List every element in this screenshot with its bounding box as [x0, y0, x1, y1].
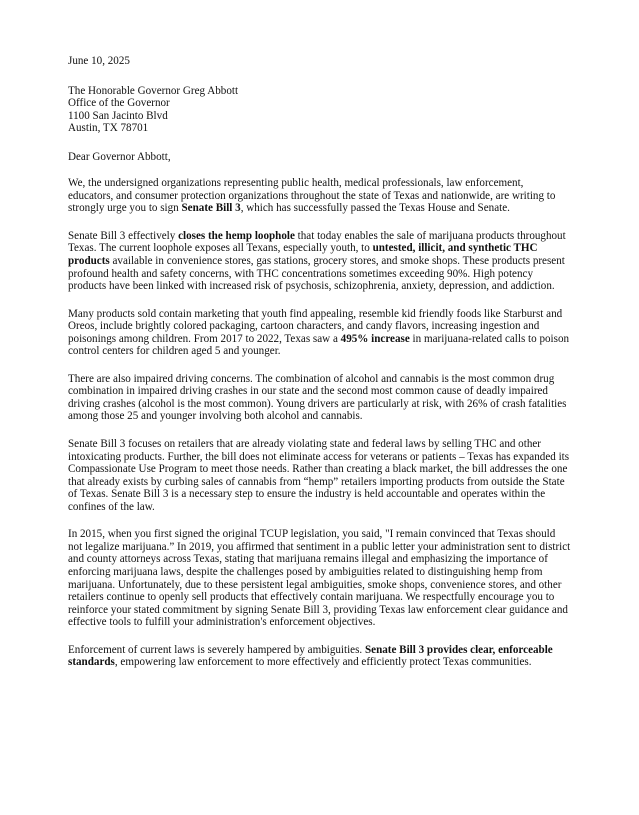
bold-text: 495% increase: [340, 332, 410, 345]
bold-text: Senate Bill 3: [181, 202, 241, 215]
text-run: In 2015, when you first signed the original TCUP legislation, you said, "I remain convinced that Texas should not legalize marijuana.” In 2019, you affirmed that sentiment in a public letter your administration sent to district and county attorneys across Texas, stating that marijuana remains illegal and emphasizing the importance of enforcing marijuana laws, despite the challenges posed by ambiguities related to distinguishing hemp from marijuana. Unfortunately, due to these persistent legal ambiguities, smoke shops, convenience stores, and other retailers continue to openly sell products that effectively contain marijuana. We respectfully encourage you to reinforce your stated commitment by signing Senate Bill 3, providing Texas law enforcement clear guidance and effective tools to fulfill your administration's enforcement objectives.: [68, 528, 571, 629]
address-line: The Honorable Governor Greg Abbott: [68, 84, 239, 97]
text-run: , which has successfully passed the Texas House and Senate.: [240, 202, 510, 215]
bold-text: Senate Bill 3 provides clear, enforceable standards: [68, 643, 553, 669]
text-run: There are also impaired driving concerns. The combination of alcohol and cannabis is the most common drug combination in impaired driving crashes in our state and the second most common cause of deadly impaired driving crashes (alcohol is the most common). Young drivers are particularly at risk, with 26% of crash fatalities among those 25 and younger involving both alcohol and cannabis.: [68, 372, 567, 423]
salutation: Dear Governor Abbott,: [68, 150, 171, 163]
paragraph-enforcement: [68, 644, 571, 669]
text-run: in marijuana-related calls to poison control centers for children aged 5 and younger.: [68, 332, 570, 358]
text-run: Senate Bill 3 effectively: [68, 229, 179, 242]
address-line: Office of the Governor: [68, 97, 170, 110]
text-run: Enforcement of current laws is severely hampered by ambiguities.: [68, 643, 365, 656]
address-line: 1100 San Jacinto Blvd: [68, 109, 168, 122]
paragraph-marketing: [68, 308, 571, 358]
paragraph-impaired-driving: [68, 373, 571, 423]
paragraph-tcup-history: [68, 528, 571, 628]
text-run: Senate Bill 3 focuses on retailers that are already violating state and federal laws by selling THC and other intoxicating products. Further, the bill does not eliminate access for veterans or patients – Texas has expanded its Compassionate Use Program to meet those needs. Rather than creating a black market, the bill addresses the one that already exists by curbing sales of cannabis from “hemp” retailers importing products from outside the State of Texas. Senate Bill 3 is a necessary step to ensure the industry is held accountable and operates within the confines of the law.: [68, 438, 570, 513]
text-run: that today enables the sale of marijuana products throughout Texas. The current loophole exposes all Texans, especially youth, to: [68, 229, 566, 255]
letter-date: June 10, 2025: [68, 55, 130, 67]
paragraph-retailers: [68, 438, 571, 513]
recipient-address: [68, 85, 571, 135]
letter-body: [68, 177, 571, 669]
text-run: We, the undersigned organizations representing public health, medical professionals, law enforcement, educators, and consumer protection organizations throughout the state of Texas and nationwide, are writing to strongly urge you to sign: [68, 177, 556, 215]
address-line: Austin, TX 78701: [68, 122, 149, 135]
text-run: available in convenience stores, gas stations, grocery stores, and smoke shops. These products present profound health and safety concerns, with THC concentrations sometimes exceeding 90%. High potency products have been linked with increased risk of psychosis, schizophrenia, anxiety, depression, and addiction.: [68, 255, 565, 293]
paragraph-hemp-loophole: [68, 230, 571, 293]
bold-text: untested, illicit, and synthetic THC products: [68, 242, 538, 268]
text-run: , empowering law enforcement to more effectively and efficiently protect Texas communities.: [114, 656, 532, 669]
bold-text: closes the hemp loophole: [178, 229, 295, 242]
text-run: Many products sold contain marketing that youth find appealing, resemble kid friendly foods like Starburst and Oreos, include brightly colored packaging, cartoon characters, and candy flavors, increasing ingestion and poisonings among children. From 2017 to 2022, Texas saw a: [68, 307, 563, 345]
letter-page: [68, 55, 571, 684]
paragraph-intro: [68, 177, 571, 215]
